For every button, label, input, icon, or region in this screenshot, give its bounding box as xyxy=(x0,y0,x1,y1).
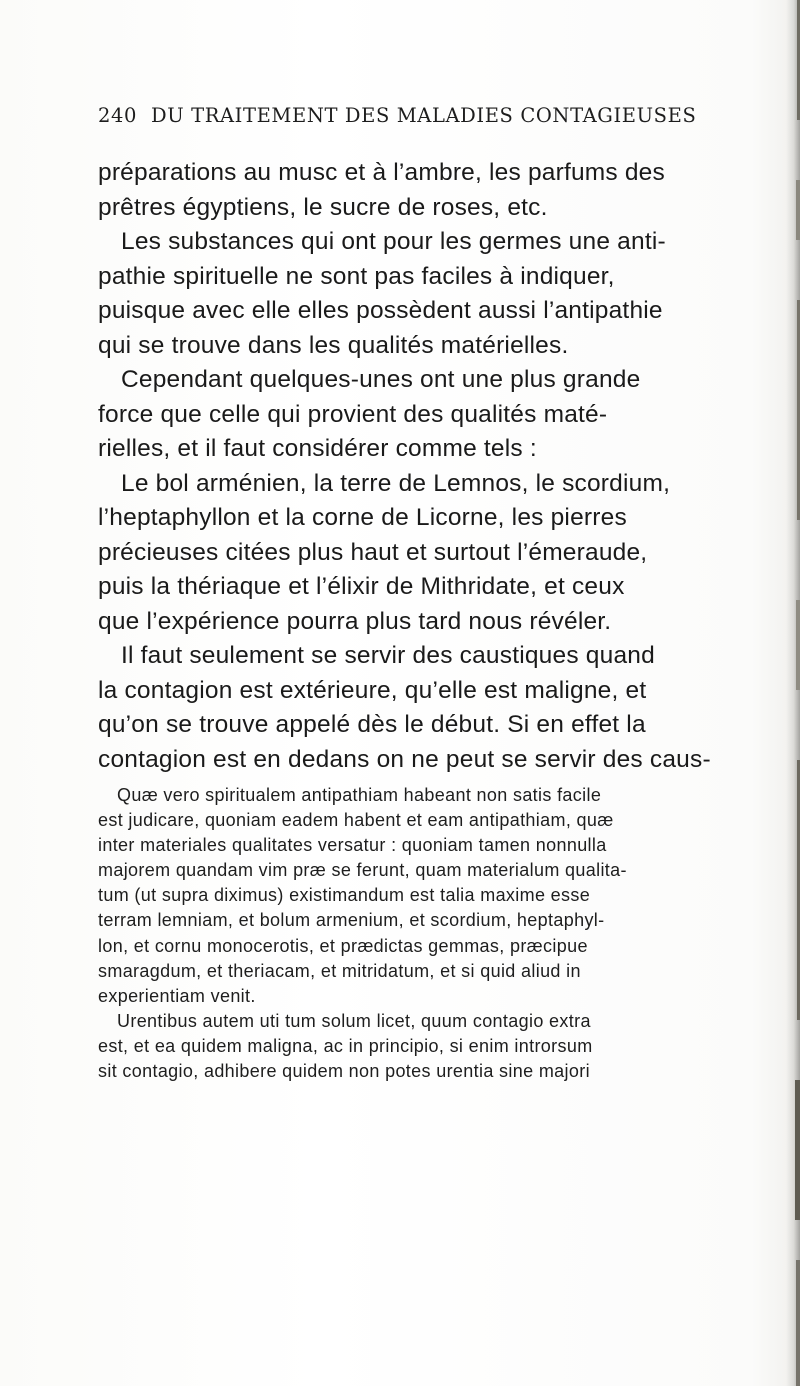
latin-line: Urentibus autem uti tum solum licet, quum contagio extra xyxy=(117,1010,591,1031)
french-line: rielles, et il faut considérer comme tels : xyxy=(98,435,537,462)
latin-line: lon, et cornu monocerotis, et prædictas gemmas, præcipue xyxy=(98,935,588,956)
latin-line: smaragdum, et theriacam, et mitridatum, et si quid aliud in xyxy=(98,960,581,981)
french-line: qu’on se trouve appelé dès le début. Si en effet la xyxy=(98,711,646,738)
french-line: précieuses citées plus haut et surtout l’émeraude, xyxy=(98,538,648,566)
french-line: pathie spirituelle ne sont pas faciles à indiquer, xyxy=(98,262,615,290)
latin-line: majorem quandam vim præ se ferunt, quam materialum qualita- xyxy=(98,860,627,881)
french-text-block xyxy=(98,156,768,777)
latin-line: est judicare, quoniam eadem habent et eam antipathiam, quæ xyxy=(98,810,614,831)
french-line: Cependant quelques-unes ont une plus grande xyxy=(121,366,641,393)
latin-line: experientiam venit. xyxy=(98,985,256,1006)
french-line: que l’expérience pourra plus tard nous révéler. xyxy=(98,607,612,635)
french-line: Il faut seulement se servir des caustiques quand xyxy=(121,642,655,669)
french-line: Le bol arménien, la terre de Lemnos, le scordium, xyxy=(121,469,671,497)
french-line: puis la thériaque et l’élixir de Mithridate, et ceux xyxy=(98,573,625,600)
page-edge-marks xyxy=(794,0,800,1386)
french-line: puisque avec elle elles possèdent aussi l’antipathie xyxy=(98,297,663,324)
french-line: l’heptaphyllon et la corne de Licorne, les pierres xyxy=(98,504,627,531)
running-head-title: DU TRAITEMENT DES MALADIES CONTAGIEUSES xyxy=(151,104,697,127)
french-line: force que celle qui provient des qualités maté- xyxy=(98,400,608,428)
running-head xyxy=(98,104,718,127)
latin-line: inter materiales qualitates versatur : quoniam tamen nonnulla xyxy=(98,835,607,856)
french-line: prêtres égyptiens, le sucre de roses, etc. xyxy=(98,193,548,221)
french-line: Les substances qui ont pour les germes une anti- xyxy=(121,228,666,255)
latin-line: tum (ut supra diximus) existimandum est talia maxime esse xyxy=(98,885,591,906)
latin-line: terram lemniam, et bolum armenium, et scordium, heptaphyl- xyxy=(98,910,605,931)
page-number: 240 xyxy=(98,104,138,127)
french-line: préparations au musc et à l’ambre, les parfums des xyxy=(98,159,665,186)
french-line: qui se trouve dans les qualités matérielles. xyxy=(98,331,569,359)
french-line: la contagion est extérieure, qu’elle est maligne, et xyxy=(98,676,647,704)
latin-line: sit contagio, adhibere quidem non potes urentia sine majori xyxy=(98,1061,590,1082)
latin-line: est, et ea quidem maligna, ac in principio, si enim introrsum xyxy=(98,1035,593,1056)
latin-footnote-block xyxy=(98,783,768,1084)
french-line: contagion est en dedans on ne peut se servir des caus- xyxy=(98,745,711,773)
latin-line: Quæ vero spiritualem antipathiam habeant non satis facile xyxy=(117,785,602,805)
